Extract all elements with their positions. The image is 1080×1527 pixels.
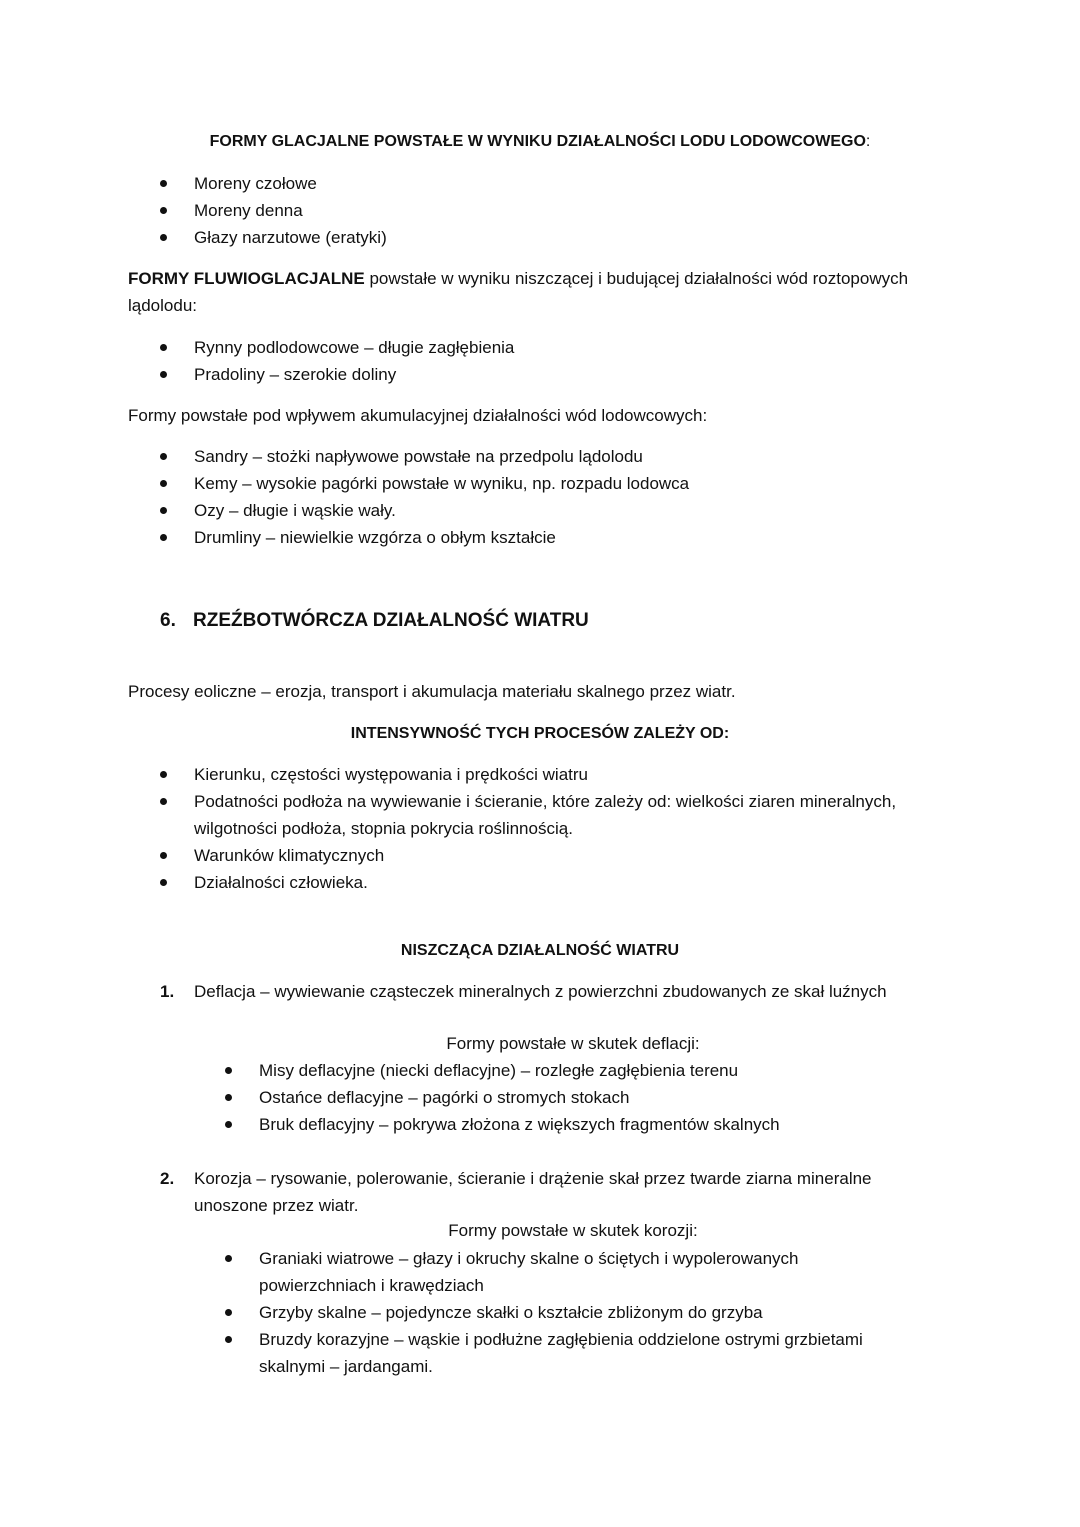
list-item: Sandry – stożki napływowe powstałe na przedpolu lądolodu <box>156 443 956 470</box>
aeolian-intro: Procesy eoliczne – erozja, transport i akumulacja materiału skalnego przez wiatr. <box>128 682 736 701</box>
list-item: Głazy narzutowe (eratyki) <box>156 224 956 251</box>
corrosion-forms-list <box>221 1245 881 1380</box>
glacial-forms-heading: FORMY GLACJALNE POWSTAŁE W WYNIKU DZIAŁALNOŚCI LODU LODOWCOWEGO: <box>209 133 871 150</box>
list-item: Drumliny – niewielkie wzgórza o obłym kształcie <box>156 524 956 551</box>
numbered-item-deflation <box>160 978 940 1005</box>
accumulation-forms-list <box>156 443 956 551</box>
list-item: Rynny podlodowcowe – długie zagłębienia <box>156 334 956 361</box>
list-item: Podatności podłoża na wywiewanie i ścieranie, które zależy od: wielkości ziaren mineralnych, wilgotności podłoża, stopnia pokrycia roślinnością. <box>156 788 951 842</box>
glacial-forms-list <box>156 170 956 251</box>
fluvioglacial-intro: FORMY FLUWIOGLACJALNE powstałe w wyniku niszczącej i budującej działalności wód roztopowych lądolodu: <box>128 269 909 315</box>
list-item: Bruzdy korazyjne – wąskie i podłużne zagłębienia oddzielone ostrymi grzbietami skalnymi – jardangami. <box>221 1326 881 1380</box>
intensity-factors-list <box>156 761 951 896</box>
intensity-heading: INTENSYWNOŚĆ TYCH PROCESÓW ZALEŻY OD: <box>350 725 730 742</box>
accumulation-intro: Formy powstałe pod wpływem akumulacyjnej działalności wód lodowcowych: <box>128 406 708 425</box>
item-number: 1. <box>160 982 175 1001</box>
list-item: Moreny czołowe <box>156 170 956 197</box>
numbered-item-corrosion <box>160 1165 940 1219</box>
list-item: Ostańce deflacyjne – pagórki o stromych stokach <box>221 1084 921 1111</box>
list-item: Moreny denna <box>156 197 956 224</box>
list-item: Graniaki wiatrowe – głazy i okruchy skalne o ściętych i wypolerowanych powierzchniach i krawędziach <box>221 1245 881 1299</box>
list-item: Bruk deflacyjny – pokrywa złożona z większych fragmentów skalnych <box>221 1111 921 1138</box>
fluvioglacial-forms-list <box>156 334 956 388</box>
deflation-forms-label: Formy powstałe w skutek deflacji: <box>446 1034 700 1053</box>
list-item: Ozy – długie i wąskie wały. <box>156 497 956 524</box>
corrosion-forms-label: Formy powstałe w skutek korozji: <box>448 1221 698 1240</box>
list-item: Grzyby skalne – pojedyncze skałki o kształcie zbliżonym do grzyba <box>221 1299 881 1326</box>
item-number: 2. <box>160 1169 175 1188</box>
list-item: Kemy – wysokie pagórki powstałe w wyniku, np. rozpadu lodowca <box>156 470 956 497</box>
list-item: Pradoliny – szerokie doliny <box>156 361 956 388</box>
list-item: Misy deflacyjne (niecki deflacyjne) – rozległe zagłębienia terenu <box>221 1057 921 1084</box>
list-item: Działalności człowieka. <box>156 869 951 896</box>
section-6-heading: 6. RZEŹBOTWÓRCZA DZIAŁALNOŚĆ WIATRU <box>160 610 589 631</box>
destructive-activity-heading: NISZCZĄCA DZIAŁALNOŚĆ WIATRU <box>400 942 680 959</box>
item-text: Deflacja – wywiewanie cząsteczek mineralnych z powierzchni zbudowanych ze skał luźnych <box>194 982 887 1001</box>
item-text: Korozja – rysowanie, polerowanie, ścieranie i drążenie skał przez twarde ziarna mineralne unoszone przez wiatr. <box>194 1169 872 1215</box>
list-item: Warunków klimatycznych <box>156 842 951 869</box>
list-item: Kierunku, częstości występowania i prędkości wiatru <box>156 761 951 788</box>
deflation-forms-list <box>221 1057 921 1138</box>
